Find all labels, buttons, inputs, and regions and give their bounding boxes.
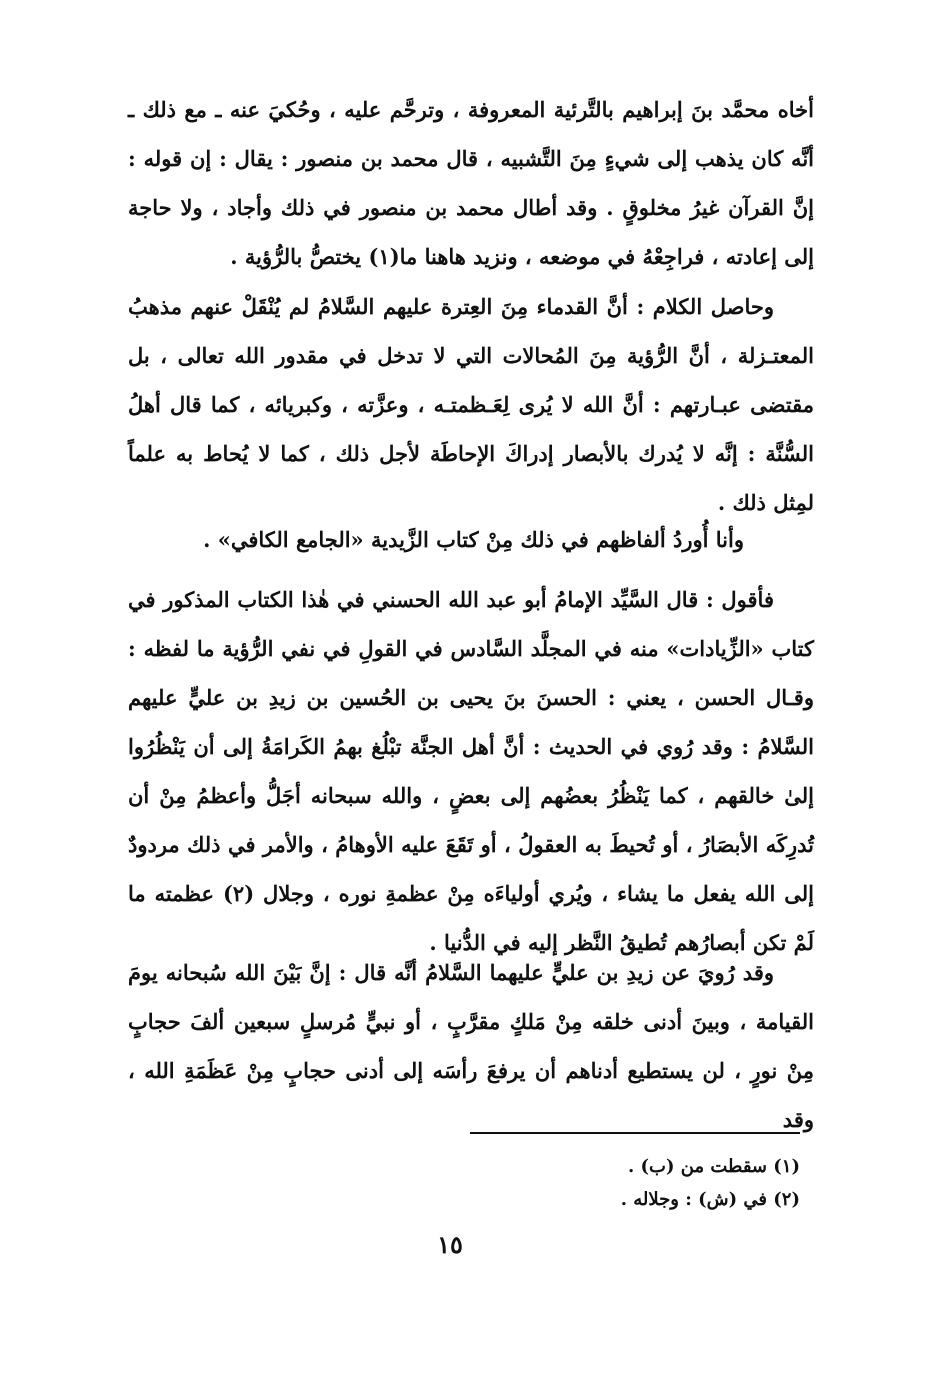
footnote-2: (٢) في (ش) : وجلاله . [620,1189,800,1210]
footnote-divider [470,1132,800,1134]
paragraph-2: وحاصل الكلام : أنَّ القدماء مِنَ العِترة عليهم السَّلامُ لم يُنْقَلْ عنهم مذهبُ المعتـزلة ، أنَّ الرُّؤية مِنَ المُحالات التي لا تدخل في مقدور الله تعالى ، بل مقتضى عبـارتهم : أنَّ الله لا يُرى لِعَـظمتـه ، وعزَّته ، وكبريائه ، كما قال أهلُ السُّنَّة : إنَّه لا يُدرك بالأبصار إدراكَ الإحاطَة لأجل ذلك ، كما لا يُحاط به علماً لمِثل ذلك . [128,294,815,515]
paragraph-1: أخاه محمَّد بنَ إبراهيم بالتَّرئية المعروفة ، وترحَّم عليه ، وحُكيَ عنه ـ مع ذلك ـ أنَّه كان يذهب إلى شيءٍ مِنَ التَّشبيه ، قال محمد بن منصور : يقال : إن قوله : إنَّ القرآن غيرُ مخلوقٍ . وقد أطال محمد بن منصور في ذلك وأجاد ، ولا حاجة إلى إعادته ، فراجِعْهُ في موضعه ، ونزيد هاهنا ما(١) يختصُّ بالرُّؤية . [128,97,814,269]
paragraph-4: فأقول : قال السَّيِّد الإمامُ أبو عبد الله الحسني في هٰذا الكتاب المذكور في كتاب «الزِّيادات» منه في المجلَّد السَّادس في القولِ في نفي الرُّؤية ما لفظه : وقـال الحسن ، يعني : الحسنَ بنَ يحيى بن الحُسين بن زيدِ بن عليٍّ عليهم السَّلامُ : وقد رُوي في الحديث : أنَّ أهل الجنَّة تبْلُغ بهمُ الكَرامَةُ إلى أن يَنْظُرُوا إلىٰ خالقهم ، كما يَنْظُرُ بعضُهم إلى بعضٍ ، والله سبحانه أجَلُّ وأعظمُ مِنْ أن تُدرِكَه الأبصَارُ ، أو تُحيطَ به العقولُ ، أو تَقَعَ عليه الأوهامُ ، والأمر في ذلك مردودٌ إلى الله يفعل ما يشاء ، ويُري أولياءَه مِنْ عظمةِ نوره ، وجلال (٢) عظمته ما لَمْ تكن أبصارُهم تُطيقُ النَّظر إليه في الدُّنيا . [128,587,814,955]
footnote-1: (١) سقطت من (ب) . [627,1156,800,1177]
paragraph-5: وقد رُويَ عن زيدِ بن عليٍّ عليهما السَّلامُ أنَّه قال : إنَّ بَيْنَ الله سُبحانه يومَ القيامة ، وبينَ أدنى خلقه مِنْ مَلكٍ مقرَّبٍ ، أو نبيٍّ مُرسلٍ سبعين ألفَ حجابٍ مِنْ نورٍ ، لن يستطيع أدناهم أن يرفعَ رأسَه إلى أدنى حجابٍ مِنْ عَظَمَةِ الله ، وقد [128,960,814,1132]
footnotes [400,1150,800,1216]
paragraph-3: وأنا أُوردُ ألفاظهم في ذلك مِنْ كتاب الزَّيدية «الجامع الكافي» . [203,527,744,552]
page-number: ١٥ [437,1230,463,1259]
